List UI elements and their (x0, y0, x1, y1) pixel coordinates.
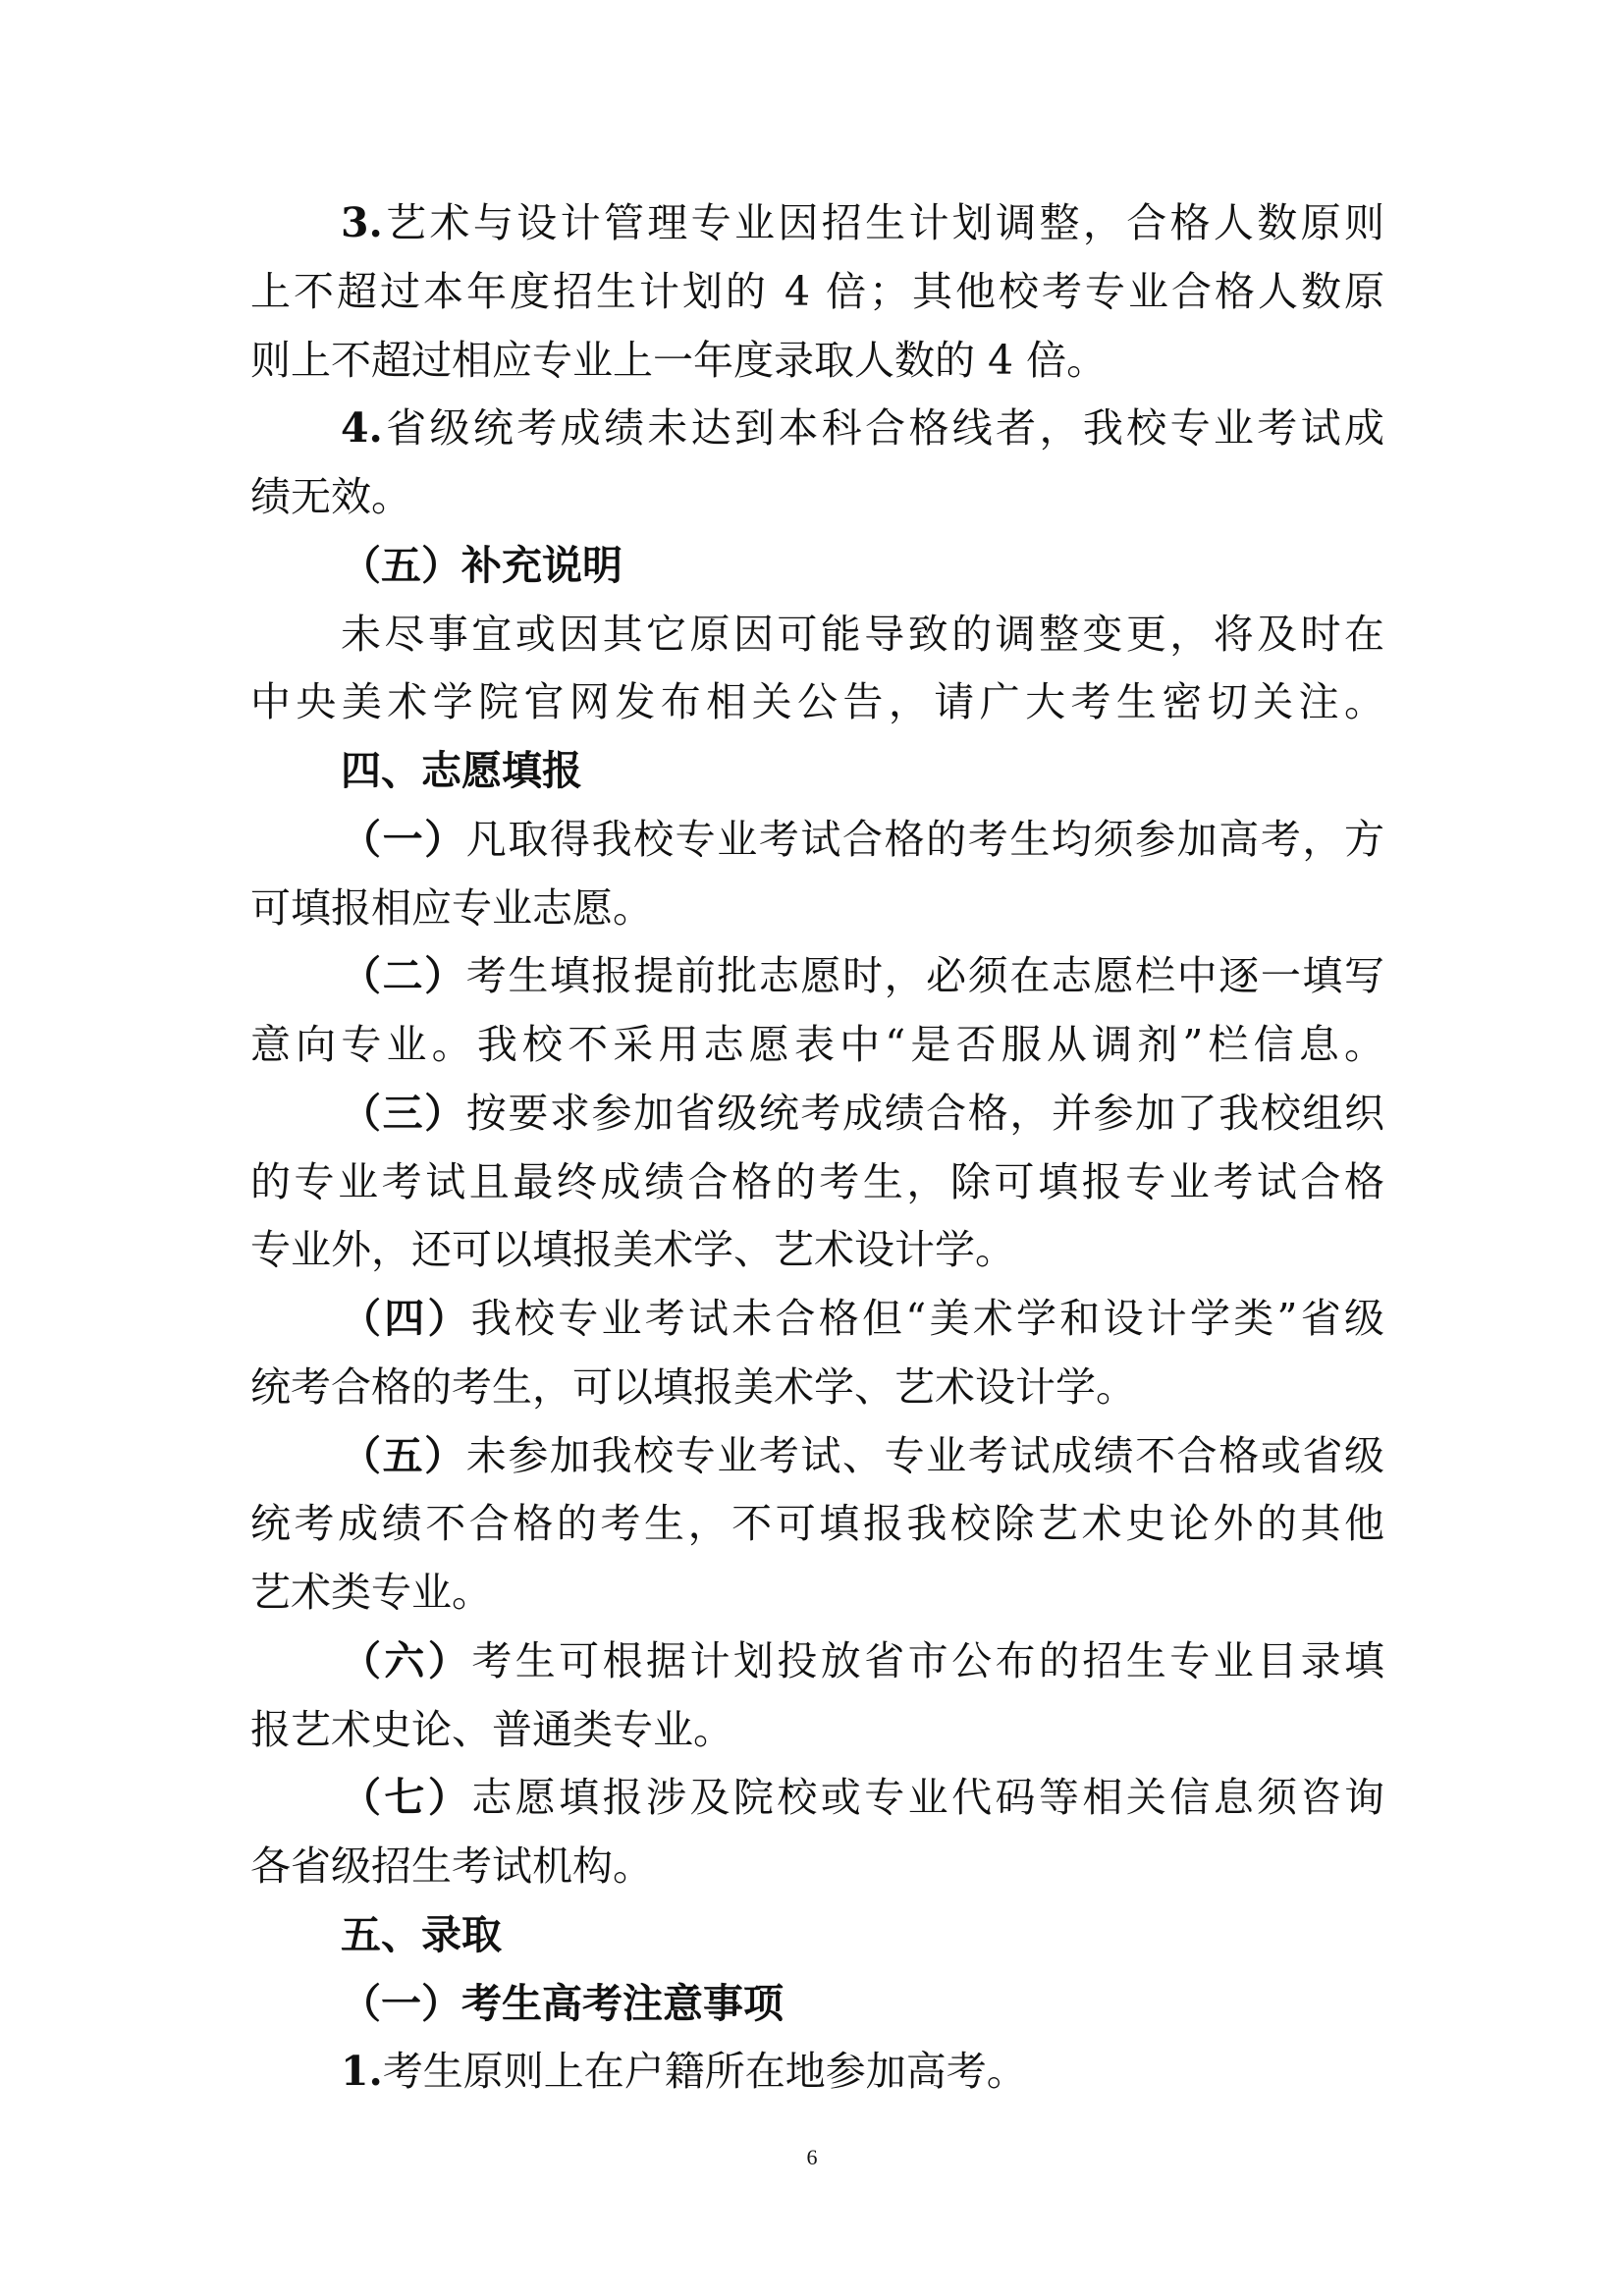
line-text: 凡取得我校专业考试合格的考生均须参加高考，方 (465, 815, 1384, 863)
text-line (250, 532, 1384, 601)
text-line (250, 875, 1384, 943)
line-label: 4. (341, 404, 383, 453)
line-label: 四、志愿填报 (341, 747, 582, 794)
line-text: 各省级招生考试机构。 (250, 1842, 653, 1890)
line-text: 报艺术史论、普通类专业。 (250, 1705, 733, 1753)
text-line (250, 1422, 1384, 1491)
text-line (250, 1490, 1384, 1559)
line-text: 考生可根据计划投放省市公布的招生专业目录填 (471, 1636, 1385, 1684)
line-label: 3. (341, 199, 383, 246)
line-text: 意向专业。我校不采用志愿表中“是否服从调剂”栏信息。 (250, 1021, 1384, 1068)
text-line (250, 601, 1384, 669)
text-line (250, 395, 1384, 463)
line-text: 可填报相应专业志愿。 (250, 883, 653, 932)
line-label: （二） (341, 952, 466, 1000)
line-text: 艺术类专业。 (250, 1569, 492, 1616)
line-text: 绩无效。 (250, 473, 411, 520)
page-number: 6 (806, 2145, 818, 2169)
line-label: （六） (341, 1636, 472, 1684)
line-text: 中央美术学院官网发布相关公告，请广大考生密切关注。 (250, 678, 1384, 726)
line-text: 按要求参加省级统考成绩合格，并参加了我校组织 (465, 1089, 1384, 1137)
line-label: （三） (341, 1089, 466, 1137)
text-line (250, 258, 1384, 327)
text-line (250, 942, 1384, 1011)
line-text: 则上不超过相应专业上一年度录取人数的 4 倍。 (250, 336, 1108, 384)
line-text: 专业外，还可以填报美术学、艺术设计学。 (250, 1226, 1015, 1274)
line-text: 志愿填报涉及院校或专业代码等相关信息须咨询 (471, 1774, 1385, 1822)
text-line (250, 1628, 1384, 1696)
text-line (250, 2038, 1384, 2107)
text-line (250, 1148, 1384, 1217)
line-label: （五） (341, 1431, 466, 1479)
text-line (250, 1354, 1384, 1422)
line-text: 考生原则上在户籍所在地参加高考。 (382, 2048, 1027, 2096)
line-label: （一）考生高考注意事项 (341, 1979, 784, 2027)
text-line (250, 189, 1384, 258)
line-text: 未尽事宜或因其它原因可能导致的调整变更，将及时在 (341, 610, 1384, 658)
line-text: 省级统考成绩未达到本科合格线者，我校专业考试成 (382, 404, 1384, 453)
line-label: 五、录取 (341, 1910, 502, 1958)
text-line (250, 1559, 1384, 1628)
line-text: 考生填报提前批志愿时，必须在志愿栏中逐一填写 (465, 952, 1384, 1000)
document-body (250, 189, 1384, 2107)
section-heading (250, 737, 1384, 806)
line-text: 统考合格的考生，可以填报美术学、艺术设计学。 (250, 1362, 1136, 1411)
line-label: （四） (341, 1295, 471, 1342)
section-heading (250, 1901, 1384, 1970)
line-text: 未参加我校专业考试、专业考试成绩不合格或省级 (465, 1431, 1384, 1479)
line-text: 上不超过本年度招生计划的 4 倍；其他校考专业合格人数原 (250, 267, 1384, 315)
text-line (250, 463, 1384, 532)
line-text: 的专业考试且最终成绩合格的考生，除可填报专业考试合格 (250, 1157, 1384, 1205)
line-label: （一） (341, 815, 466, 863)
line-label: 1. (341, 2048, 383, 2096)
text-line (250, 1764, 1384, 1833)
text-line (250, 806, 1384, 875)
text-line (250, 1285, 1384, 1354)
text-line (250, 327, 1384, 396)
text-line (250, 1011, 1384, 1080)
line-label: （七） (341, 1774, 472, 1822)
line-label: （五）补充说明 (341, 541, 623, 589)
text-line (250, 1833, 1384, 1901)
line-text: 我校专业考试未合格但“美术学和设计学类”省级 (470, 1295, 1385, 1342)
text-line (250, 1216, 1384, 1285)
text-line (250, 1970, 1384, 2039)
text-line (250, 1080, 1384, 1148)
text-line (250, 668, 1384, 737)
line-text: 艺术与设计管理专业因招生计划调整，合格人数原则 (382, 199, 1384, 246)
line-text: 统考成绩不合格的考生，不可填报我校除艺术史论外的其他 (250, 1500, 1384, 1548)
text-line (250, 1696, 1384, 1765)
